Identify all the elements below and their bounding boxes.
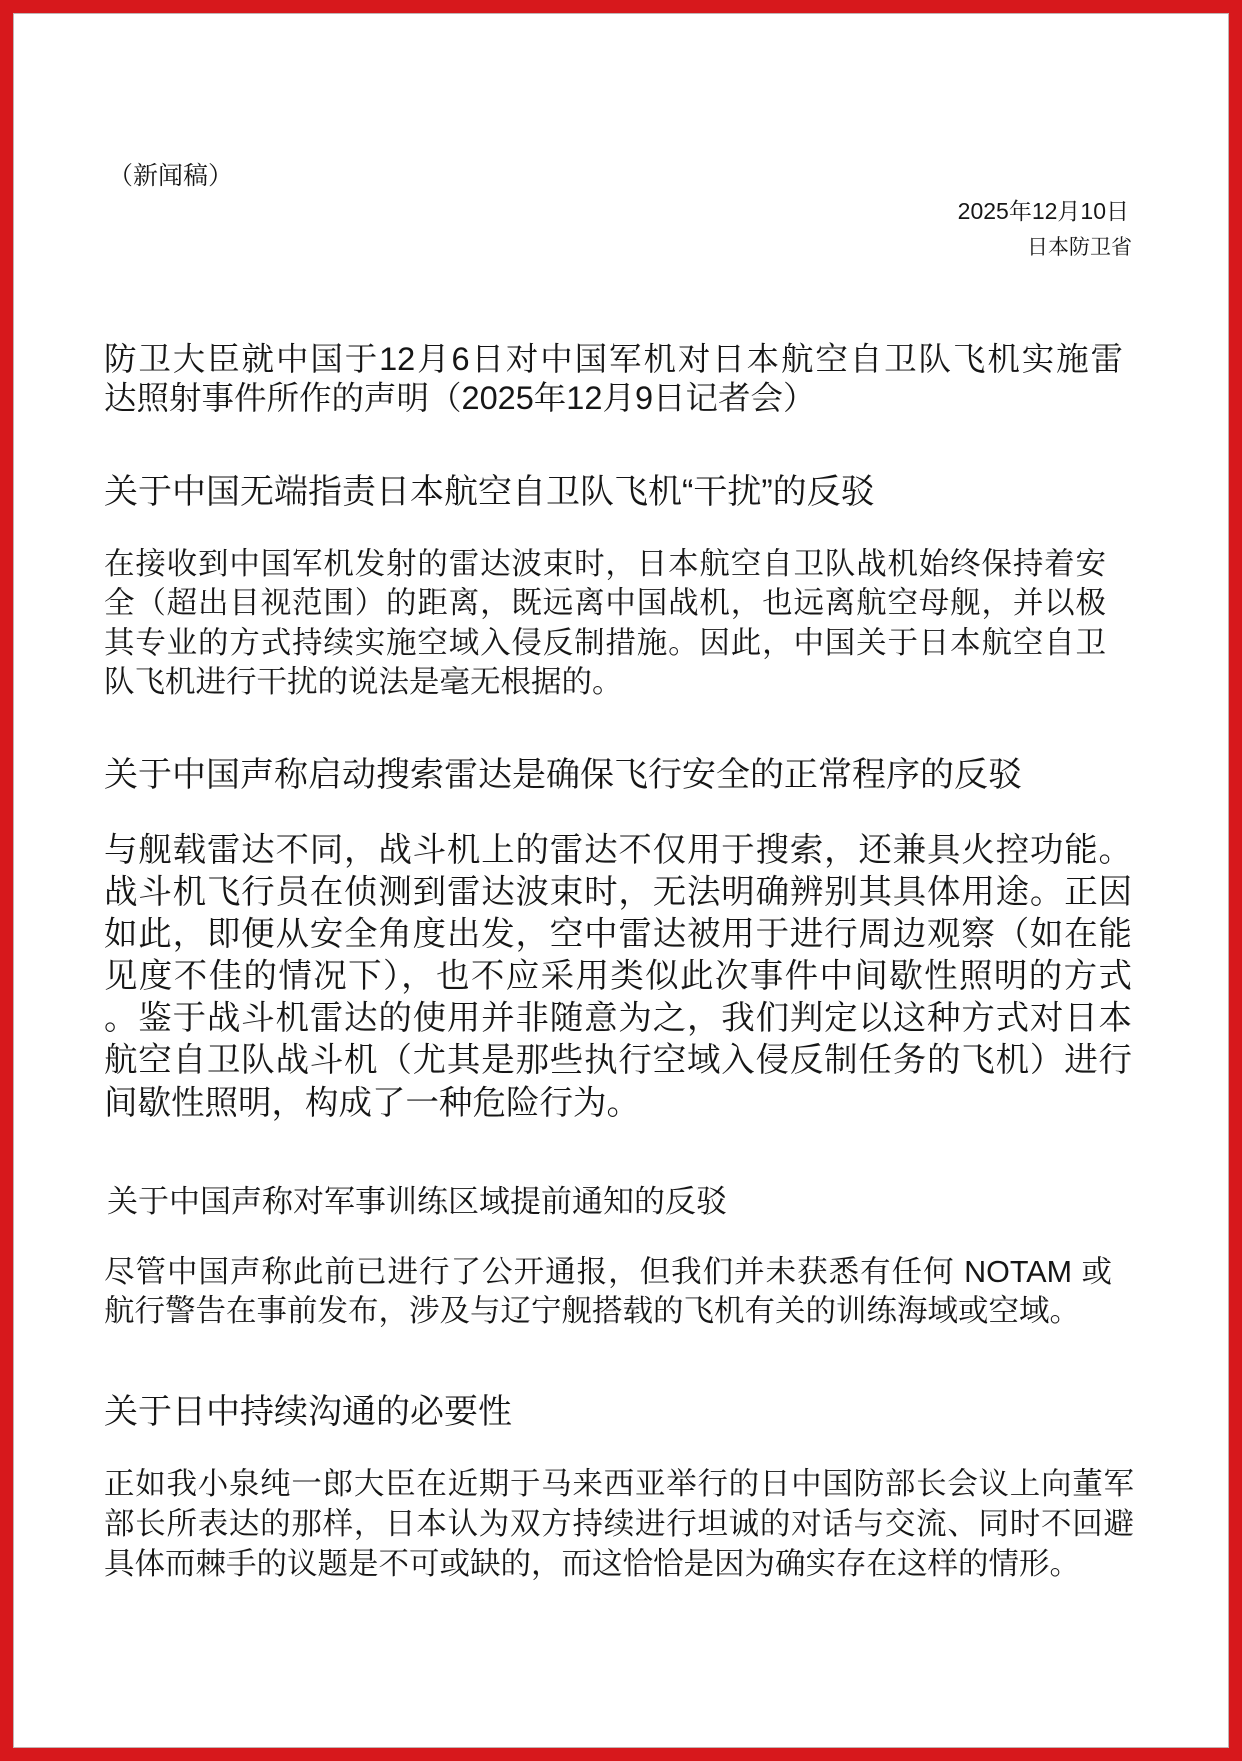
title-line: 防卫大臣就中国于12月6日对中国军机对日本航空自卫队飞机实施雷 <box>104 341 1123 377</box>
paragraph-line: 。鉴于战斗机雷达的使用并非随意为之，我们判定以这种方式对日本 <box>104 1000 1132 1038</box>
section-body <box>104 1253 1112 1332</box>
section-heading: 关于中国无端指责日本航空自卫队飞机“干扰”的反驳 <box>104 473 875 511</box>
paragraph-line: 航空自卫队战斗机（尤其是那些执行空域入侵反制任务的飞机）进行 <box>104 1042 1132 1080</box>
paragraph-line: 尽管中国声称此前已进行了公开通报，但我们并未获悉有任何 NOTAM 或 <box>104 1255 1112 1289</box>
paragraph-line: 在接收到中国军机发射的雷达波束时，日本航空自卫队战机始终保持着安 <box>104 547 1106 581</box>
section-heading: 关于日中持续沟通的必要性 <box>104 1393 512 1431</box>
issuer-name: 日本防卫省 <box>1027 236 1132 259</box>
paragraph-line: 与舰载雷达不同，战斗机上的雷达不仅用于搜索，还兼具火控功能。 <box>104 832 1132 869</box>
section-body <box>104 545 1106 702</box>
paragraph-line: 正如我小泉纯一郎大臣在近期于马来西亚举行的日中国防部长会议上向董军 <box>104 1467 1134 1501</box>
paragraph-line: 如此，即便从安全角度出发，空中雷达被用于进行周边观察（如在能 <box>104 916 1132 954</box>
paragraph-line: 队飞机进行干扰的说法是毫无根据的。 <box>104 664 623 699</box>
paragraph-line: 其专业的方式持续实施空域入侵反制措施。因此，中国关于日本航空自卫 <box>104 625 1106 660</box>
section-heading: 关于中国声称启动搜索雷达是确保飞行安全的正常程序的反驳 <box>104 756 1022 794</box>
section-body <box>104 1465 1134 1585</box>
release-date: 2025年12月10日 <box>957 198 1129 224</box>
paragraph-line: 部长所表达的那样，日本认为双方持续进行坦诚的对话与交流、同时不回避 <box>104 1506 1134 1541</box>
paragraph-line: 战斗机飞行员在侦测到雷达波束时，无法明确辨别其具体用途。正因 <box>104 874 1132 912</box>
section-heading: 关于中国声称对军事训练区域提前通知的反驳 <box>107 1184 727 1219</box>
title-line: 达照射事件所作的声明（2025年12月9日记者会） <box>104 379 816 416</box>
statement-title <box>104 340 1123 417</box>
paragraph-line: 具体而棘手的议题是不可或缺的，而这恰恰是因为确实存在这样的情形。 <box>104 1546 1080 1581</box>
paragraph-line: 见度不佳的情况下），也不应采用类似此次事件中间歇性照明的方式 <box>104 958 1132 996</box>
document-type-label: （新闻稿） <box>108 162 234 190</box>
paragraph-line: 航行警告在事前发布，涉及与辽宁舰搭载的飞机有关的训练海域或空域。 <box>104 1294 1080 1329</box>
section-body <box>104 830 1132 1125</box>
paragraph-line: 全（超出目视范围）的距离，既远离中国战机，也远离航空母舰，并以极 <box>104 586 1106 621</box>
paragraph-line: 间歇性照明，构成了一种危险行为。 <box>104 1084 640 1122</box>
